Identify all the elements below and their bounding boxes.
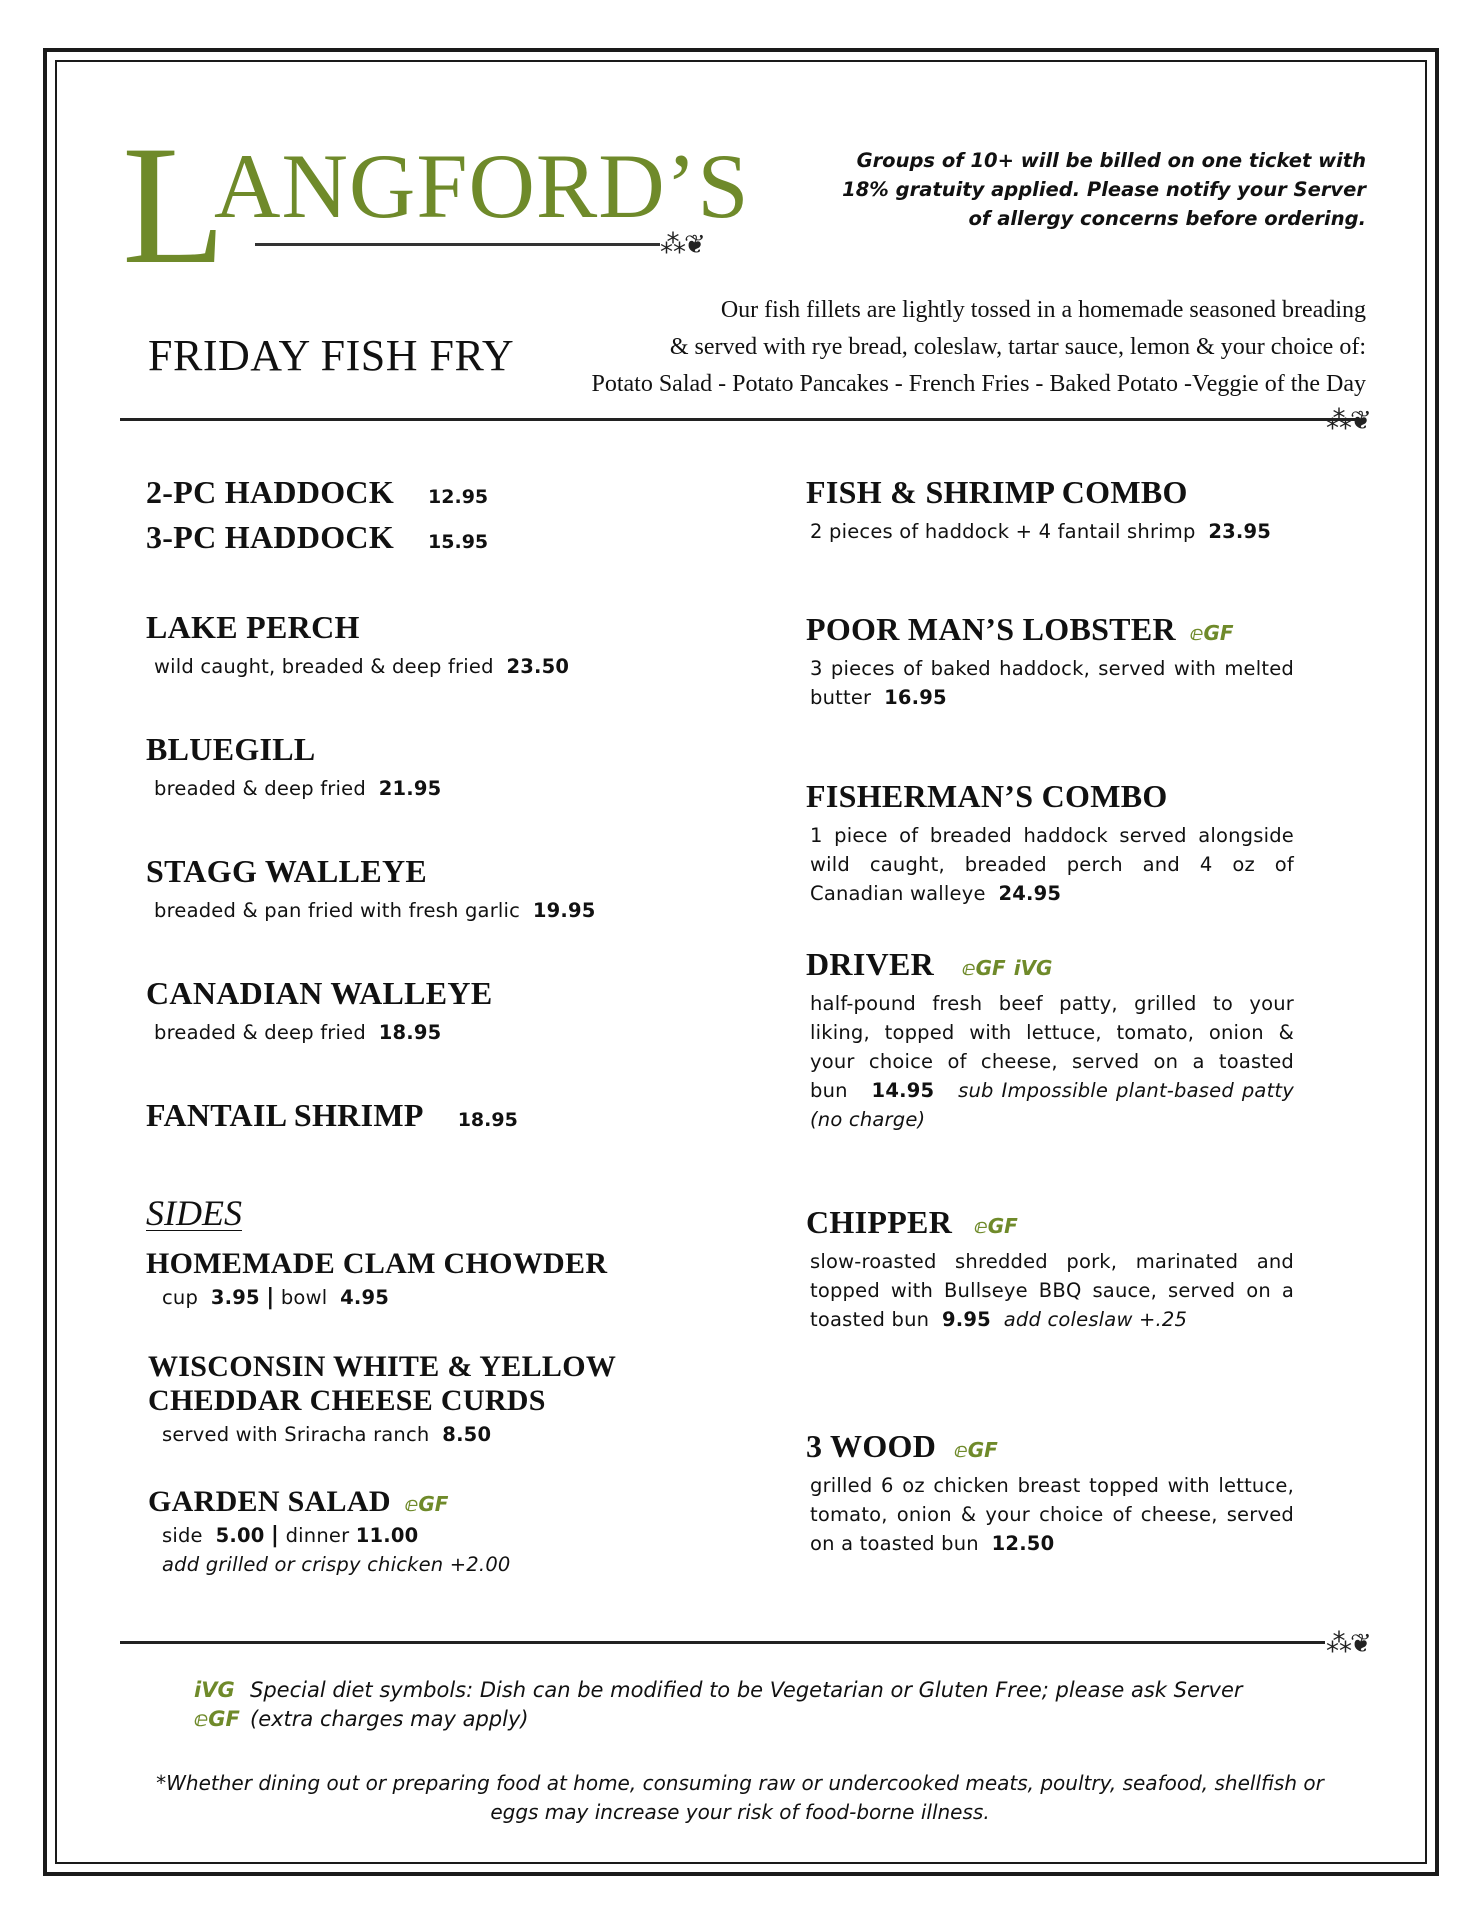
item-name: GARDEN SALAD: [148, 1485, 391, 1518]
item-name: DRIVER: [806, 946, 935, 982]
item-name: CHEDDAR CHEESE CURDS: [148, 1384, 546, 1417]
flourish-icon: ⁂❦: [1326, 406, 1370, 435]
menu-item-haddock-3pc: [146, 519, 488, 556]
notice-line: of allergy concerns before ordering.: [968, 207, 1366, 230]
badge-label: VG: [1020, 956, 1053, 980]
intro-text: [466, 292, 1366, 403]
item-note: sub Impossible plant-based patty (no charge): [810, 1079, 1294, 1131]
vegetarian-icon: ⅰVG: [1013, 956, 1053, 980]
item-desc-text: slow-roasted shredded pork, marinated and topped with Bullseye BBQ sauce, served on a toasted bun: [810, 1250, 1294, 1331]
food-safety-disclaimer: *Whether dining out or preparing food at home, consuming raw or undercooked meats, poultry, seafood, shellfish or eggs may increase your risk of food-borne illness.: [156, 1771, 1324, 1824]
item-description: [810, 517, 1294, 546]
menu-item-canadian-walleye: [146, 975, 493, 1047]
item-price: 24.95: [998, 882, 1062, 905]
item-price: 12.95: [428, 486, 489, 508]
item-price: 18.95: [378, 1021, 442, 1044]
item-desc-text: breaded & deep fried: [154, 1021, 366, 1044]
item-name: POOR MAN’S LOBSTER: [806, 611, 1176, 647]
item-price: 19.95: [532, 899, 596, 922]
intro-line: Potato Salad - Potato Pancakes - French Fries - Baked Potato -Veggie of the Day: [591, 371, 1366, 397]
separator: |: [270, 1523, 280, 1548]
size-label: bowl: [280, 1286, 328, 1309]
menu-item-lake-perch: [146, 609, 569, 681]
item-description: [162, 1420, 616, 1449]
item-header: [806, 946, 1294, 983]
separator: |: [266, 1285, 275, 1310]
item-price: 23.95: [1208, 520, 1272, 543]
item-header: [806, 1428, 1294, 1465]
item-price: 4.95: [340, 1286, 390, 1309]
menu-title: FRIDAY FISH FRY: [148, 331, 515, 380]
vegetarian-icon: ⅰVG: [194, 1678, 235, 1702]
flourish-icon: ⁂❦: [1326, 1629, 1370, 1658]
item-desc-text: grilled 6 oz chicken breast topped with lettuce, tomato, onion & your choice of cheese, served on a toasted bun: [810, 1474, 1294, 1555]
badge-label: GF: [418, 1492, 449, 1516]
item-description: [162, 1521, 511, 1550]
item-name: 3 WOOD: [806, 1428, 937, 1464]
notice-line: 18% gratuity applied. Please notify your Server: [842, 178, 1366, 201]
item-desc-text: breaded & deep fried: [154, 777, 366, 800]
item-name: FISH & SHRIMP COMBO: [806, 474, 1188, 510]
badge-label: GF: [208, 1707, 240, 1731]
item-price: 5.00: [215, 1524, 265, 1547]
item-price: 3.95: [210, 1286, 260, 1309]
item-name: CANADIAN WALLEYE: [146, 975, 493, 1011]
item-description: [810, 654, 1294, 712]
badge-label: GF: [967, 1438, 998, 1462]
item-addon: add grilled or crispy chicken +2.00: [162, 1553, 511, 1576]
menu-item-fantail-shrimp: [146, 1097, 518, 1134]
item-desc-text: half-pound fresh beef patty, grilled to your liking, topped with lettuce, tomato, onion & your choice of cheese, served on a toasted bun: [810, 992, 1294, 1102]
item-desc-text: served with Sriracha ranch: [162, 1423, 430, 1446]
item-description: [154, 896, 596, 925]
menu-item-poor-mans-lobster: [806, 611, 1294, 712]
item-desc-text: 2 pieces of haddock + 4 fantail shrimp: [810, 520, 1196, 543]
group-notice: [806, 146, 1366, 233]
intro-line: Our fish fillets are lightly tossed in a homemade seasoned breading: [720, 297, 1366, 323]
side-item-cheese-curds: [148, 1350, 616, 1449]
item-price: 11.00: [355, 1524, 419, 1547]
item-description: [154, 1018, 493, 1047]
badge-label: GF: [987, 1214, 1018, 1238]
item-name: STAGG WALLEYE: [146, 853, 428, 889]
gluten-free-icon: ⅇGF: [404, 1492, 449, 1516]
item-price: 18.95: [457, 1109, 518, 1131]
item-name: BLUEGILL: [146, 731, 316, 767]
notice-line: Groups of 10+ will be billed on one ticket with: [856, 149, 1366, 172]
item-name: LAKE PERCH: [146, 609, 360, 645]
item-name: FANTAIL SHRIMP: [146, 1097, 424, 1133]
menu-item-stagg-walleye: [146, 853, 596, 925]
logo-wordmark: ANGFORD’S: [214, 135, 750, 237]
badge-label: VG: [201, 1678, 235, 1702]
item-price: 9.95: [942, 1308, 991, 1331]
legend-line: (extra charges may apply): [250, 1707, 529, 1731]
legend-line: Special diet symbols: Dish can be modified to be Vegetarian or Gluten Free; please ask Server: [250, 1678, 1243, 1702]
item-name: WISCONSIN WHITE & YELLOW: [148, 1350, 617, 1383]
menu-item-chipper: [806, 1204, 1294, 1334]
intro-line: & served with rye bread, coleslaw, tartar sauce, lemon & your choice of:: [669, 334, 1366, 360]
item-description: [810, 989, 1294, 1134]
item-price: 16.95: [884, 686, 947, 709]
item-price: 12.50: [991, 1532, 1055, 1555]
diet-legend-text: [250, 1676, 1330, 1734]
gluten-free-icon: ⅇGF: [194, 1707, 240, 1731]
menu-item-driver: [806, 946, 1294, 1134]
size-label: cup: [162, 1286, 199, 1309]
item-description: [154, 652, 569, 681]
logo-underline: [255, 243, 660, 246]
badge-label: GF: [975, 956, 1006, 980]
item-description: [154, 774, 441, 803]
item-description: [810, 821, 1294, 908]
flourish-icon: ⁂❦: [660, 230, 704, 259]
gluten-free-icon: ⅇGF: [1189, 621, 1234, 645]
item-price: 23.50: [506, 655, 570, 678]
divider-bottom: [120, 1641, 1325, 1644]
item-desc-text: wild caught, breaded & deep fried: [154, 655, 494, 678]
menu-item-fishermans-combo: [806, 778, 1294, 908]
gluten-free-icon: ⅇGF: [954, 1438, 998, 1462]
item-desc-text: breaded & pan fried with fresh garlic: [154, 899, 521, 922]
item-name: FISHERMAN’S COMBO: [806, 778, 1168, 814]
menu-item-haddock-2pc: [146, 474, 488, 511]
gluten-free-icon: ⅇGF: [974, 1214, 1018, 1238]
item-name: CHIPPER: [806, 1204, 953, 1240]
divider-top-accent: [1010, 418, 1310, 421]
item-price: 8.50: [442, 1423, 492, 1446]
item-desc-text: 3 pieces of baked haddock, served with melted butter: [810, 657, 1294, 709]
item-price: 14.95: [871, 1079, 935, 1102]
logo-initial: L: [122, 111, 226, 299]
item-desc-text: 1 piece of breaded haddock served alongside wild caught, breaded perch and 4 oz of Canadian walleye: [810, 824, 1294, 905]
gluten-free-icon: ⅇGF: [962, 956, 1006, 980]
side-item-clam-chowder: [146, 1247, 607, 1312]
item-note: add coleslaw +.25: [1003, 1308, 1188, 1331]
item-name: 2-PC HADDOCK: [146, 474, 395, 510]
item-header: [148, 1485, 511, 1519]
menu-item-fish-shrimp-combo: [806, 474, 1294, 546]
side-item-garden-salad: [148, 1485, 511, 1579]
item-name: HOMEMADE CLAM CHOWDER: [146, 1247, 608, 1280]
item-description: [162, 1283, 607, 1312]
item-price: 21.95: [378, 777, 442, 800]
sides-heading: SIDES: [146, 1193, 242, 1233]
item-description: [810, 1247, 1294, 1334]
item-name: 3-PC HADDOCK: [146, 519, 395, 555]
diet-legend-icons: [194, 1676, 242, 1734]
badge-label: GF: [1203, 621, 1234, 645]
menu-item-3-wood: [806, 1428, 1294, 1558]
menu-item-bluegill: [146, 731, 441, 803]
size-label: dinner: [285, 1524, 350, 1547]
item-description: [810, 1471, 1294, 1558]
size-label: side: [162, 1524, 203, 1547]
item-header: [806, 1204, 1294, 1241]
item-price: 15.95: [428, 531, 489, 553]
item-header: [806, 611, 1294, 648]
